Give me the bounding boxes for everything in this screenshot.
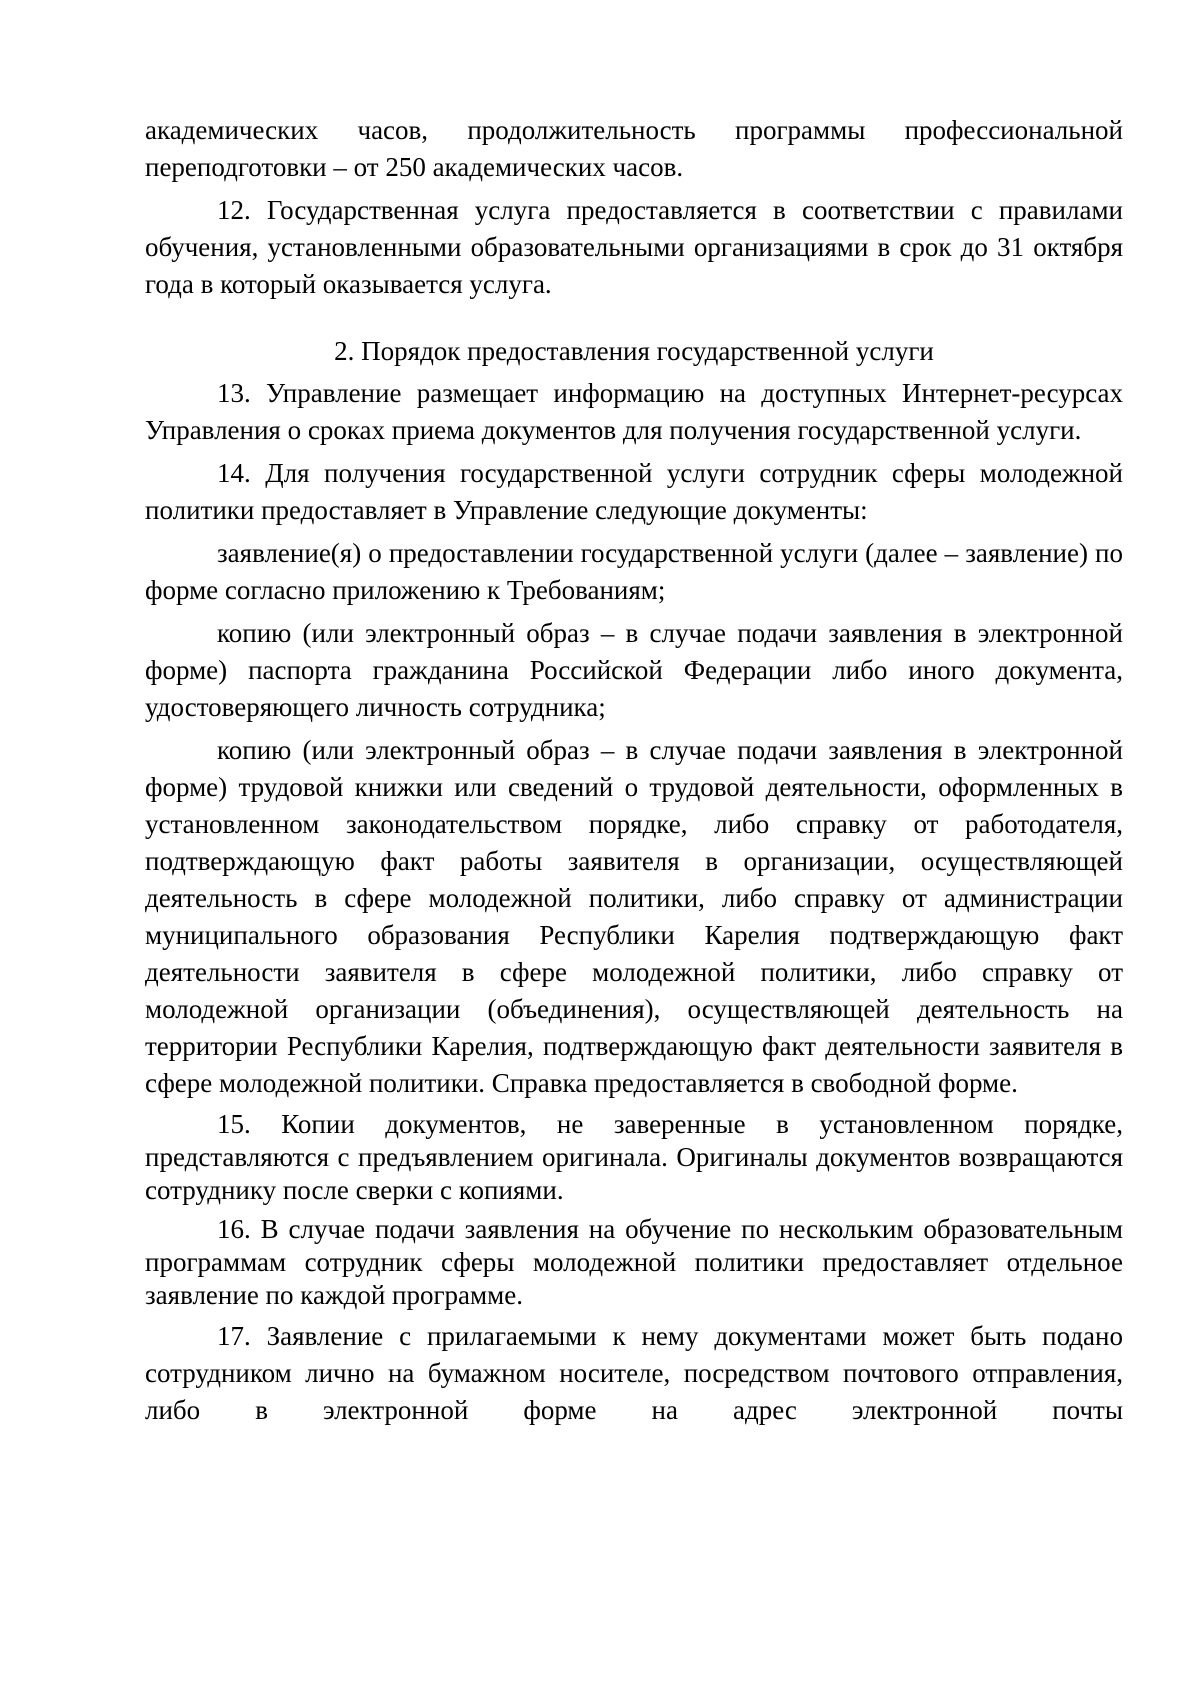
paragraph-continuation: академических часов, продолжительность программы профессиональной переподготовки – от 250 академических часов.	[145, 115, 1123, 182]
paragraph-12: 12. Государственная услуга предоставляется в соответствии с правилами обучения, установленными образовательными организациями в срок до 31 октября года в который оказывается услуга.	[145, 195, 1123, 299]
paragraph-13: 13. Управление размещает информацию на доступных Интернет-ресурсах Управления о сроках приема документов для получения государственной услуги.	[145, 378, 1123, 445]
paragraph-14-item-employment: копию (или электронный образ – в случае подачи заявления в электронной форме) трудовой книжки или сведений о трудовой деятельности, оформленных в установленном законодательством порядке, либо справку от работодателя, подтверждающую факт работы заявителя в организации, осуществляющей деятельность в сфере молодежной политики, либо справку от администрации муниципального образования Республики Карелия подтверждающую факт деятельности заявителя в сфере молодежной политики, либо справку от молодежной организации (объединения), осуществляющей деятельность на территории Республики Карелия, подтверждающую факт деятельности заявителя в сфере молодежной политики. Справка предоставляется в свободной форме.	[145, 735, 1123, 1098]
section-heading: 2. Порядок предоставления государственной услуги	[334, 336, 934, 366]
paragraph-14-item-application: заявление(я) о предоставлении государственной услуги (далее – заявление) по форме согласно приложению к Требованиям;	[145, 538, 1123, 605]
document-page	[145, 112, 1123, 1429]
paragraph-15: 15. Копии документов, не заверенные в установленном порядке, представляются с предъявлением оригинала. Оригиналы документов возвращаются сотруднику после сверки с копиями.	[145, 1109, 1123, 1205]
paragraph-14: 14. Для получения государственной услуги сотрудник сферы молодежной политики предоставляет в Управление следующие документы:	[145, 458, 1123, 525]
paragraph-17: 17. Заявление с прилагаемыми к нему документами может быть подано сотрудником лично на бумажном носителе, посредством почтового отправления, либо в электронной форме на адрес электронной почты	[145, 1321, 1123, 1425]
paragraph-16: 16. В случае подачи заявления на обучение по нескольким образовательным программам сотрудник сферы молодежной политики предоставляет отдельное заявление по каждой программе.	[145, 1214, 1123, 1310]
paragraph-14-item-passport: копию (или электронный образ – в случае подачи заявления в электронной форме) паспорта гражданина Российской Федерации либо иного документа, удостоверяющего личность сотрудника;	[145, 618, 1123, 722]
